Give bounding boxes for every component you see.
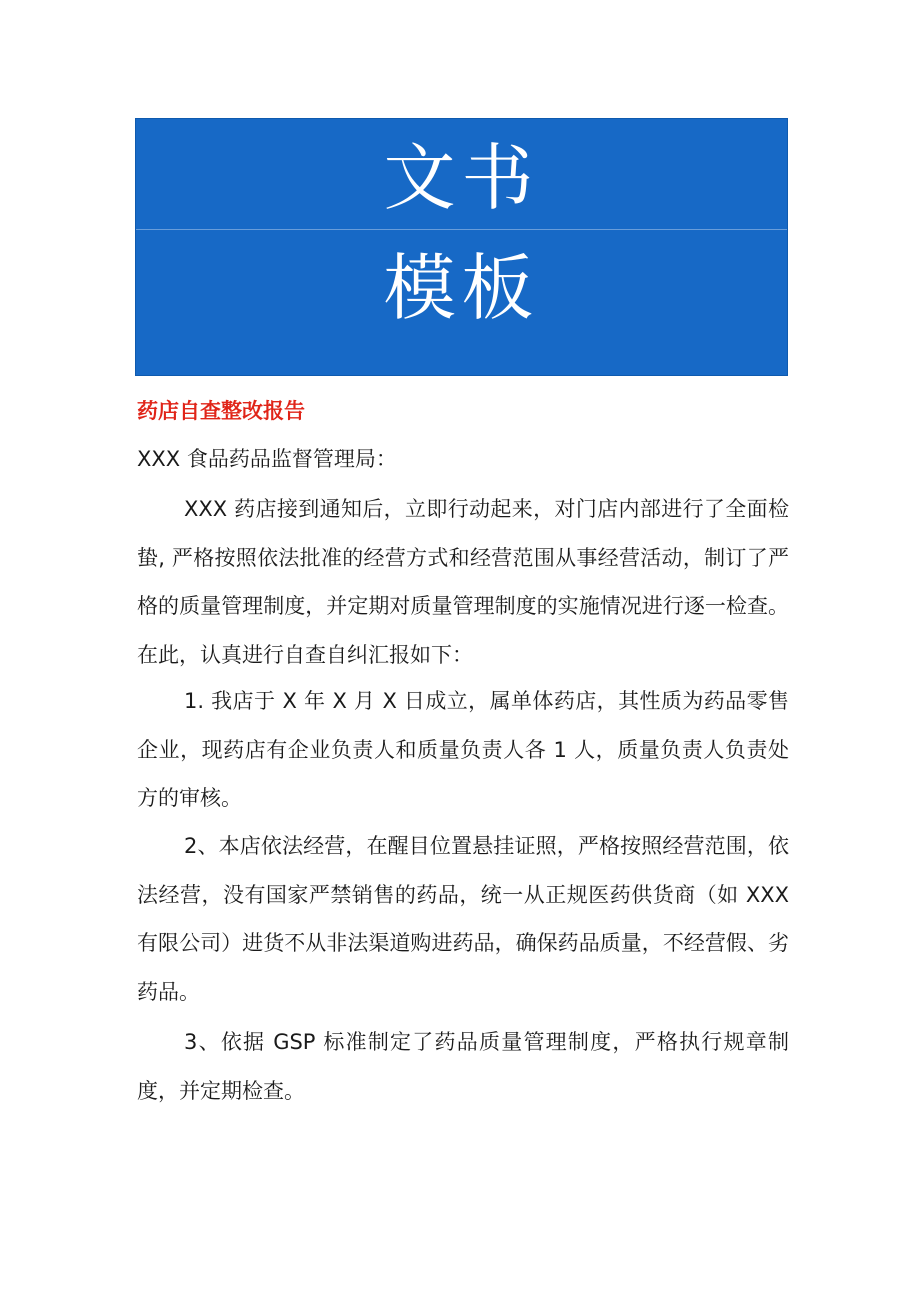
banner-divider — [136, 229, 787, 230]
body-paragraph-item-2: 2、本店依法经营，在醒目位置悬挂证照，严格按照经营范围，依法经营，没有国家严禁销售的药品，统一从正规医药供货商（如 XXX 有限公司）进货不从非法渠道购进药品，确保药品质量，不经营假、劣药品。 — [137, 834, 789, 1004]
document-title: 药店自查整改报告 — [137, 399, 305, 423]
body-paragraph-intro: XXX 药店接到通知后，立即行动起来，对门店内部进行了全面检蛰, 严格按照依法批准的经营方式和经营范围从事经营活动，制订了严格的质量管理制度，并定期对质量管理制度的实施情况进行逐一检查。在此，认真进行自查自纠汇报如下： — [137, 497, 789, 667]
body-paragraph-item-3: 3、依据 GSP 标准制定了药品质量管理制度，严格执行规章制度，并定期检查。 — [137, 1030, 789, 1103]
addressee-line: XXX 食品药品监督管理局： — [137, 447, 397, 471]
banner-title-line-2: 模板 — [383, 246, 540, 330]
banner-title-line-1: 文书 — [383, 136, 540, 220]
body-paragraph-item-1: 1. 我店于 X 年 X 月 X 日成立，属单体药店，其性质为药品零售企业，现药店有企业负责人和质量负责人各 1 人，质量负责人负责处方的审核。 — [137, 689, 789, 810]
